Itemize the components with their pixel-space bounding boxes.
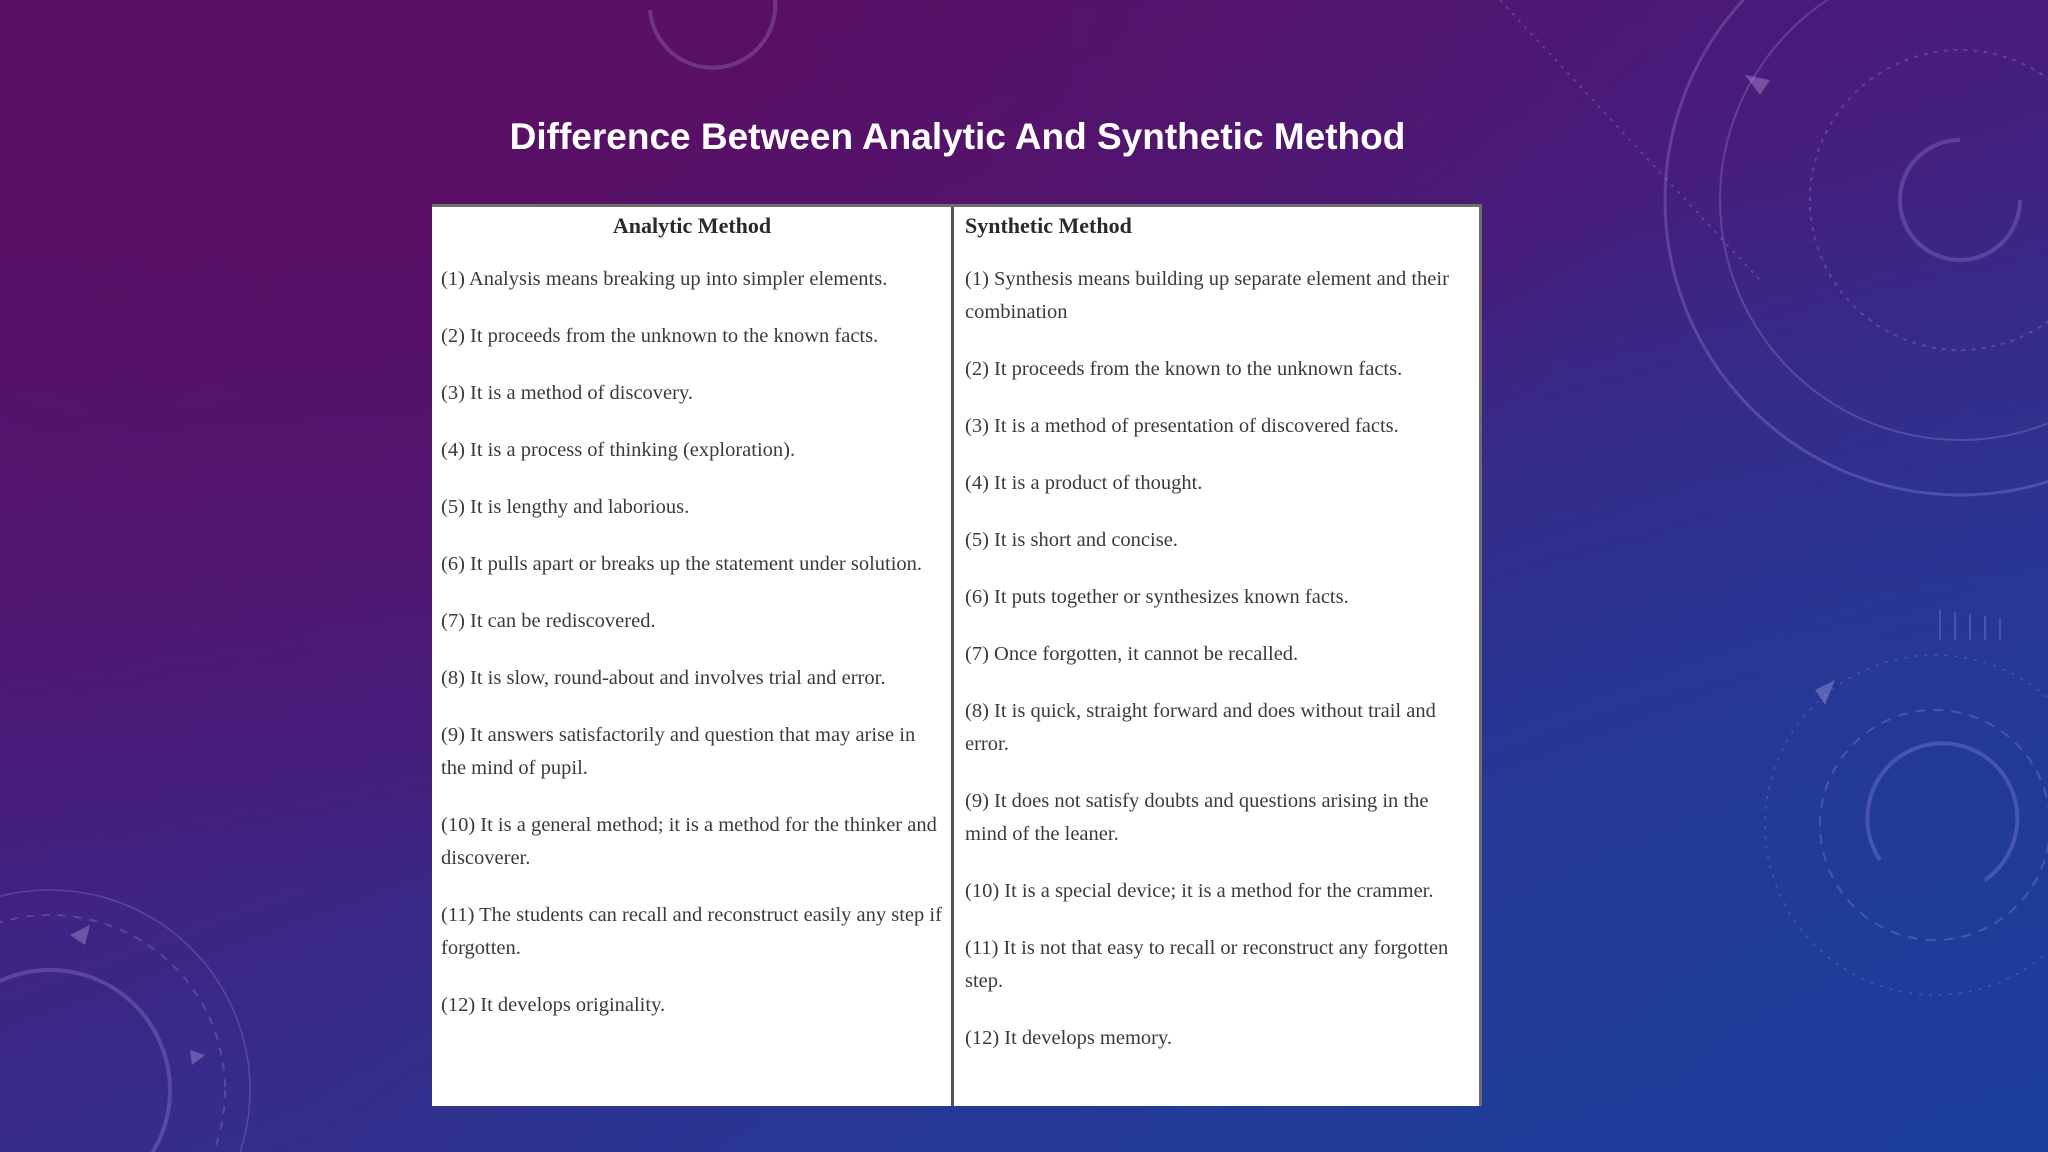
synthetic-item: (8) It is quick, straight forward and does without trail and error. xyxy=(965,700,1436,755)
analytic-method-header: Analytic Method xyxy=(612,213,772,238)
synthetic-item: (9) It does not satisfy doubts and questions arising in the mind of the leaner. xyxy=(965,790,1429,845)
synthetic-item: (4) It is a product of thought. xyxy=(965,472,1203,494)
synthetic-method-header: Synthetic Method xyxy=(965,213,1132,238)
synthetic-item: (10) It is a special device; it is a method for the crammer. xyxy=(965,880,1434,902)
synthetic-item: (5) It is short and concise. xyxy=(965,529,1178,551)
synthetic-method-column xyxy=(954,207,1479,1106)
synthetic-item: (6) It puts together or synthesizes known facts. xyxy=(965,586,1349,608)
analytic-item: (12) It develops originality. xyxy=(441,994,666,1016)
synthetic-item: (1) Synthesis means building up separate element and their combination xyxy=(965,268,1449,323)
synthetic-item: (11) It is not that easy to recall or reconstruct any forgotten step. xyxy=(965,937,1449,992)
page-title: Difference Between Analytic And Synthetic Method xyxy=(509,116,1406,157)
synthetic-item: (3) It is a method of presentation of discovered facts. xyxy=(965,415,1399,437)
analytic-item: (11) The students can recall and reconstruct easily any step if forgotten. xyxy=(441,904,942,959)
analytic-item: (4) It is a process of thinking (exploration). xyxy=(441,439,796,461)
analytic-item: (7) It can be rediscovered. xyxy=(441,610,656,632)
synthetic-item: (7) Once forgotten, it cannot be recalled. xyxy=(965,643,1299,665)
analytic-item: (10) It is a general method; it is a method for the thinker and discoverer. xyxy=(441,814,937,869)
analytic-method-column xyxy=(432,207,954,1106)
analytic-item: (8) It is slow, round-about and involves trial and error. xyxy=(441,667,886,689)
analytic-item: (2) It proceeds from the unknown to the known facts. xyxy=(441,325,879,347)
analytic-item: (9) It answers satisfactorily and question that may arise in the mind of pupil. xyxy=(441,724,916,779)
analytic-item: (3) It is a method of discovery. xyxy=(441,382,694,404)
comparison-table xyxy=(432,204,1482,1106)
analytic-item: (6) It pulls apart or breaks up the statement under solution. xyxy=(441,553,923,575)
analytic-item: (5) It is lengthy and laborious. xyxy=(441,496,690,518)
synthetic-item: (2) It proceeds from the known to the unknown facts. xyxy=(965,358,1403,380)
synthetic-item: (12) It develops memory. xyxy=(965,1027,1173,1049)
analytic-item: (1) Analysis means breaking up into simpler elements. xyxy=(441,268,888,290)
